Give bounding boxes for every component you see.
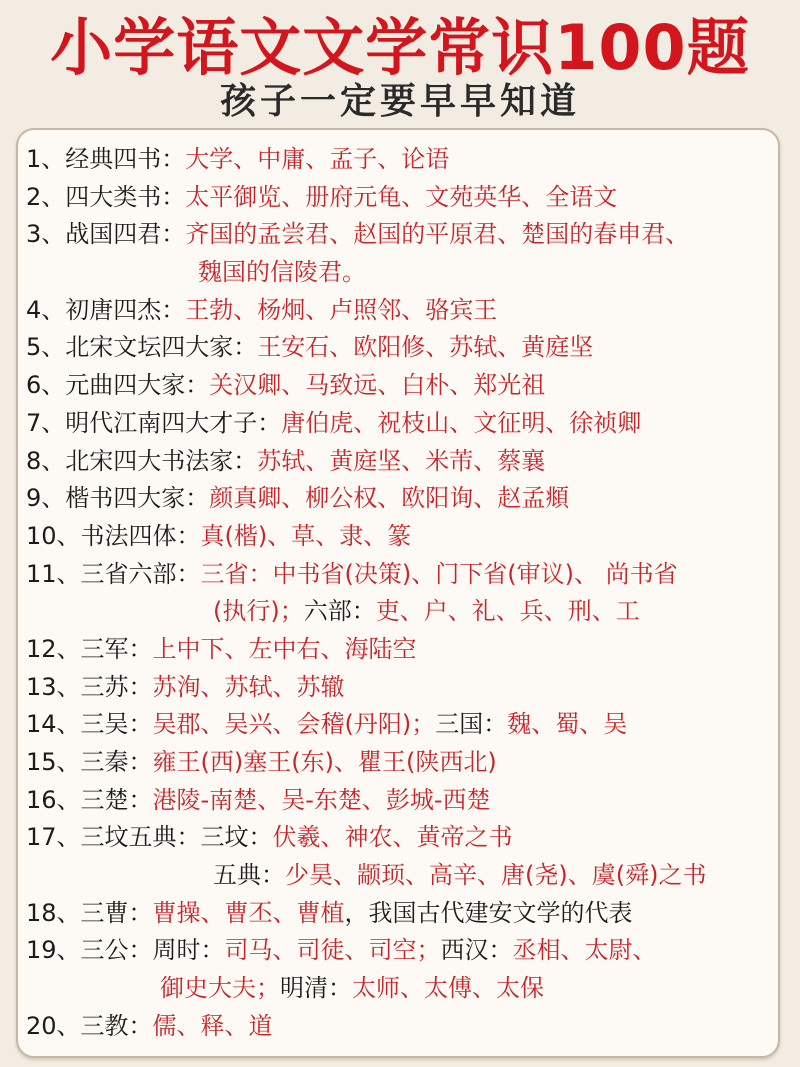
label-text: 2、四大类书：	[26, 182, 186, 211]
answer-text: 太师、太傅、太保	[352, 974, 544, 1003]
page-subtitle: 孩子一定要早早知道	[219, 81, 580, 122]
label-text: 12、三军：	[26, 634, 153, 663]
answer-text: 魏、蜀、吴	[507, 710, 628, 739]
label-text: 西汉：	[440, 936, 513, 965]
label-text: 11、三省六部：	[26, 559, 201, 588]
answer-text: 雍王(西)塞王(东)、瞿王(陕西北)	[152, 748, 497, 776]
list-item	[26, 216, 706, 254]
list-item	[26, 179, 706, 217]
answer-text: 司马、司徒、司空；	[224, 936, 441, 965]
list-item	[26, 631, 706, 669]
label-text: 三国：	[435, 710, 508, 739]
answer-text: 上中下、左中右、海陆空	[152, 634, 417, 663]
answer-text: 曹操、曹丕、曹植	[152, 898, 345, 927]
label-text: 5、北宋文坛四大家：	[26, 333, 258, 362]
answer-text: 儒、释、道	[152, 1011, 273, 1040]
answer-text: 丞相、太尉、	[512, 936, 657, 965]
answer-text: 吏、户、礼、兵、刑、工	[375, 597, 640, 626]
label-text: 1、经典四书：	[26, 145, 186, 173]
list-item	[26, 292, 706, 330]
label-text: 8、北宋四大书法家：	[26, 446, 258, 475]
list-item	[26, 669, 706, 707]
label-text: 10、书法四体：	[26, 521, 201, 550]
label-text: 六部：	[303, 597, 376, 626]
answer-text: 颜真卿、柳公权、欧阳询、赵孟頫	[209, 484, 570, 513]
list-item	[26, 1008, 706, 1046]
label-text: 五典：	[213, 861, 285, 890]
answer-text: 大学、中庸、孟子、论语	[185, 145, 450, 173]
list-item-continuation	[26, 593, 706, 631]
answer-text: 太平御览、册府元龟、文苑英华、全语文	[185, 182, 618, 211]
label-text: 明清：	[280, 974, 352, 1003]
label-text: 3、战国四君：	[26, 220, 186, 249]
knowledge-list	[26, 141, 706, 1046]
list-item	[26, 480, 706, 518]
list-item	[26, 367, 706, 405]
answer-text: 真(楷)、草、隶、篆	[200, 521, 412, 550]
label-text: 19、三公：	[26, 936, 153, 965]
list-item	[26, 329, 706, 367]
answer-text: 齐国的孟尝君、赵国的平原君、楚国的春申君、	[185, 220, 690, 249]
list-item-continuation	[26, 254, 706, 292]
label-text: 4、初唐四杰：	[26, 295, 186, 324]
list-item	[26, 556, 706, 594]
list-item	[26, 744, 706, 782]
label-text: 20、三教：	[26, 1011, 153, 1040]
list-item	[26, 895, 706, 933]
label-text: 14、三吴：	[26, 710, 153, 739]
answer-text: 少昊、颛顼、高辛、唐(尧)、虞(舜)之书	[285, 861, 707, 890]
label-text: 13、三苏：	[26, 672, 153, 701]
answer-text: 苏轼、黄庭坚、米芾、蔡襄	[257, 446, 546, 475]
answer-text: 伏羲、神农、黄帝之书	[272, 823, 513, 852]
answer-text: 王安石、欧阳修、苏轼、黄庭坚	[257, 333, 594, 362]
list-item	[26, 518, 706, 556]
answer-text: (执行)；	[213, 597, 304, 626]
list-item	[26, 443, 706, 481]
answer-text: 魏国的信陵君。	[198, 258, 366, 287]
label-text: 三坟：	[200, 823, 273, 852]
label-text: 18、三曹：	[26, 898, 153, 927]
label-text: 周时：	[152, 936, 225, 965]
list-item-continuation	[26, 857, 706, 895]
list-item-continuation	[26, 970, 706, 1008]
list-item	[26, 141, 706, 179]
list-item	[26, 932, 706, 970]
answer-text: 关汉卿、马致远、白朴、郑光祖	[209, 371, 546, 400]
list-item	[26, 405, 706, 443]
answer-text: 御史大夫；	[160, 974, 280, 1003]
label-text: 7、明代江南四大才子：	[26, 408, 282, 437]
label-text: 6、元曲四大家：	[26, 371, 210, 400]
answer-text: 苏洵、苏轼、苏辙	[152, 672, 345, 701]
answer-text: 唐伯虎、祝枝山、文征明、徐祯卿	[281, 408, 642, 437]
label-text: 16、三楚：	[26, 785, 153, 814]
list-item	[26, 819, 706, 857]
answer-text: 吴郡、吴兴、会稽(丹阳)；	[152, 710, 436, 739]
page-title: 小学语文文学常识100题	[50, 11, 750, 84]
list-item	[26, 782, 706, 820]
answer-text: 港陵-南楚、吴-东楚、彭城-西楚	[152, 785, 491, 814]
answer-text: 王勃、杨炯、卢照邻、骆宾王	[185, 295, 498, 324]
label-text: 17、三坟五典：	[26, 823, 201, 852]
label-text: ，我国古代建安文学的代表	[344, 898, 633, 927]
label-text: 9、楷书四大家：	[26, 484, 210, 513]
answer-text: 三省：中书省(决策)、门下省(审议)、 尚书省	[200, 559, 678, 588]
list-item	[26, 706, 706, 744]
label-text: 15、三秦：	[26, 748, 153, 776]
